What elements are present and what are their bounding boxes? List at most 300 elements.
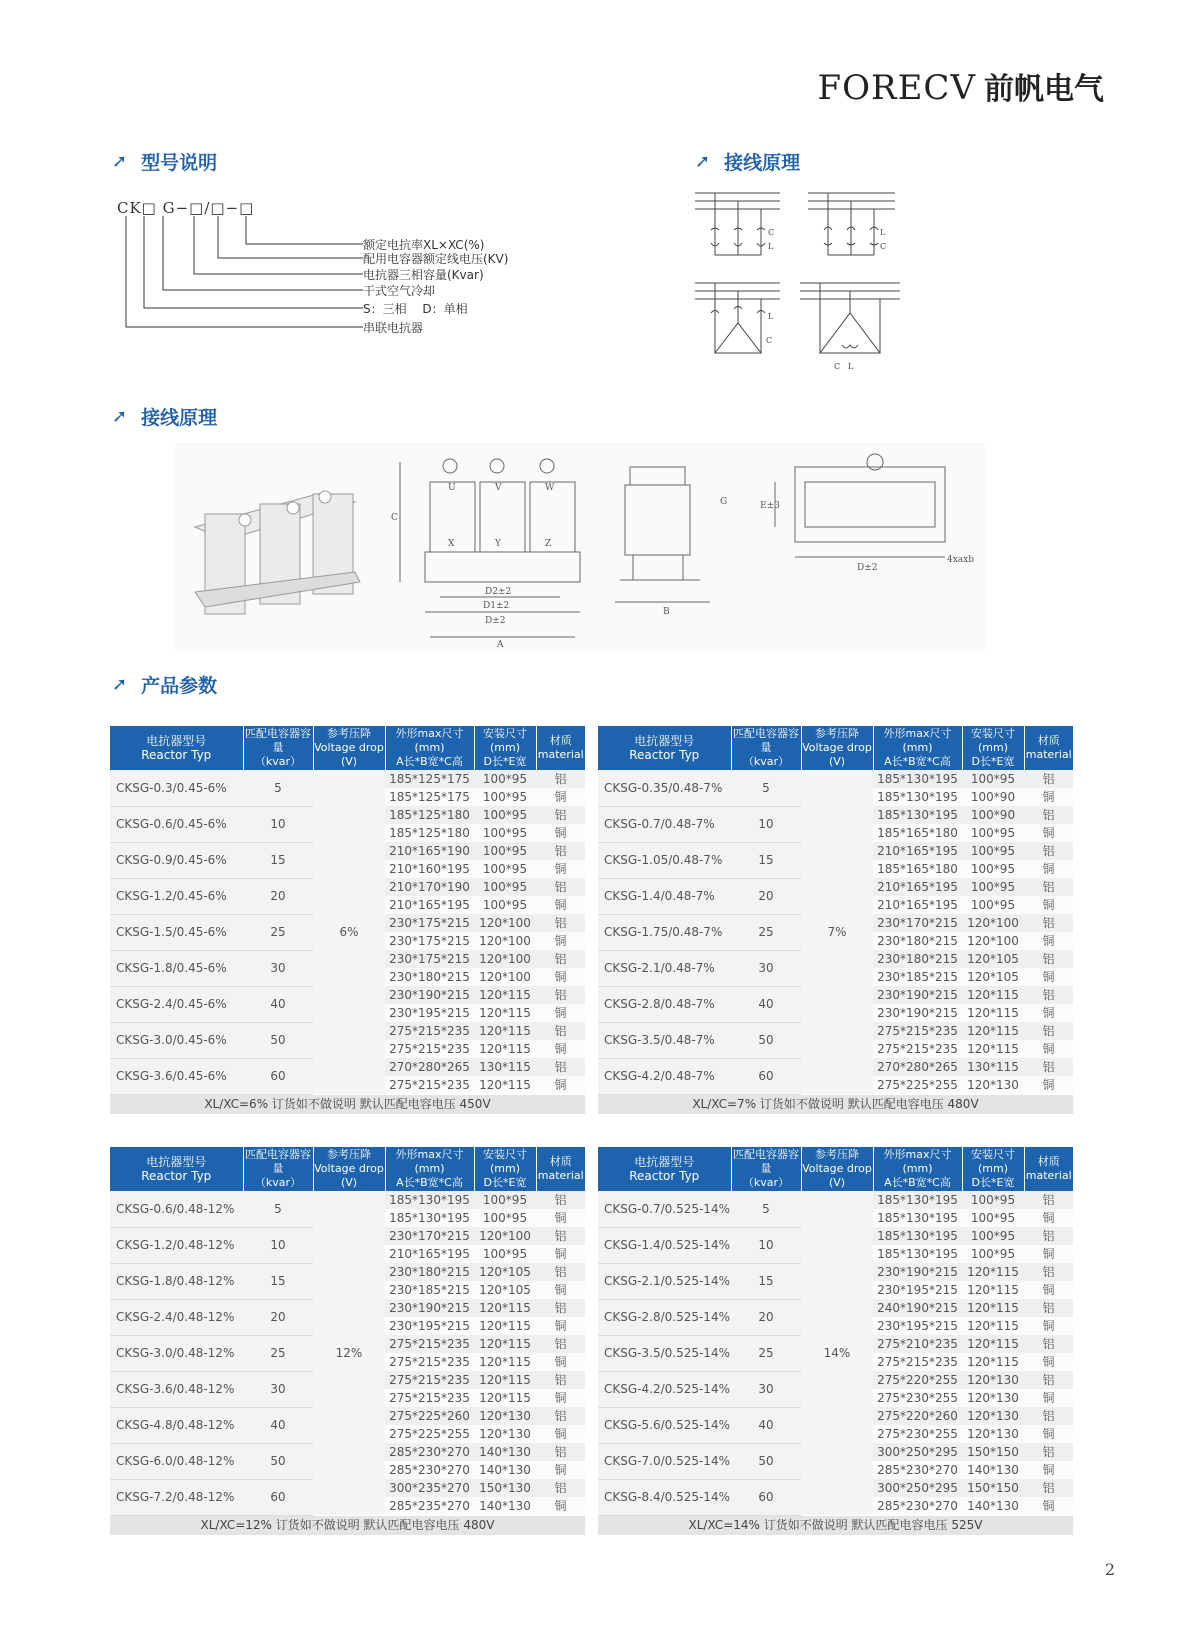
cell-dimensions: 275*225*255 bbox=[873, 1076, 962, 1094]
cell-mounting: 100*95 bbox=[474, 878, 536, 896]
spec-table bbox=[110, 1147, 585, 1516]
spec-table bbox=[598, 726, 1073, 1095]
cell-model: CKSG-7.2/0.48-12% bbox=[110, 1479, 243, 1515]
arrow-icon: ➚ bbox=[112, 406, 128, 427]
diag-label-l: L bbox=[880, 228, 886, 237]
cell-model: CKSG-2.4/0.45-6% bbox=[110, 986, 243, 1022]
cell-model: CKSG-4.8/0.48-12% bbox=[110, 1407, 243, 1443]
header-material bbox=[536, 1147, 585, 1191]
cell-capacity: 15 bbox=[731, 842, 801, 878]
cell-mounting: 100*95 bbox=[962, 770, 1024, 788]
cell-dimensions: 230*190*215 bbox=[873, 1263, 962, 1281]
cell-material: 铝 bbox=[536, 1058, 585, 1076]
cell-dimensions: 230*170*215 bbox=[873, 914, 962, 932]
cell-capacity: 60 bbox=[731, 1479, 801, 1515]
cell-dimensions: 230*180*215 bbox=[873, 950, 962, 968]
cell-model: CKSG-3.6/0.48-12% bbox=[110, 1371, 243, 1407]
cell-dimensions: 230*180*215 bbox=[873, 932, 962, 950]
cell-model: CKSG-0.6/0.45-6% bbox=[110, 806, 243, 842]
cell-model: CKSG-3.5/0.525-14% bbox=[598, 1335, 731, 1371]
cell-material: 铝 bbox=[536, 986, 585, 1004]
cell-material: 铜 bbox=[1024, 1389, 1073, 1407]
table-note: XL/XC=6% 订货如不做说明 默认匹配电容电压 450V bbox=[110, 1095, 585, 1114]
diag-label-c: C bbox=[766, 336, 773, 345]
cell-material: 铜 bbox=[1024, 1281, 1073, 1299]
header-reactor-type bbox=[598, 726, 731, 770]
cell-material: 铝 bbox=[1024, 770, 1073, 788]
cell-mounting: 140*130 bbox=[474, 1461, 536, 1479]
cell-mounting: 100*95 bbox=[962, 1227, 1024, 1245]
cell-dimensions: 210*170*190 bbox=[385, 878, 474, 896]
header-reactor-type-en: Reactor Typ bbox=[141, 1169, 212, 1183]
header-capacity bbox=[731, 726, 801, 770]
cell-mounting: 140*130 bbox=[962, 1497, 1024, 1515]
diag-label-c: C bbox=[834, 362, 841, 371]
cell-model: CKSG-1.8/0.45-6% bbox=[110, 950, 243, 986]
cell-mounting: 150*130 bbox=[474, 1479, 536, 1497]
cell-model: CKSG-0.9/0.45-6% bbox=[110, 842, 243, 878]
spec-table bbox=[110, 726, 585, 1095]
cell-material: 铜 bbox=[1024, 1040, 1073, 1058]
cell-capacity: 20 bbox=[243, 878, 313, 914]
cell-mounting: 120*115 bbox=[474, 1022, 536, 1040]
cell-dimensions: 185*130*195 bbox=[873, 1209, 962, 1227]
header-mounting-en: D长*E宽 bbox=[483, 1176, 527, 1189]
header-mounting-cn: 安装尺寸(mm) bbox=[971, 727, 1015, 754]
cell-dimensions: 185*130*195 bbox=[873, 1227, 962, 1245]
cell-mounting: 100*95 bbox=[962, 860, 1024, 878]
cell-material: 铝 bbox=[536, 1371, 585, 1389]
header-voltage-drop bbox=[801, 1147, 873, 1191]
diag-label-l: L bbox=[768, 242, 774, 251]
cell-capacity: 50 bbox=[731, 1022, 801, 1058]
dim-label-d1: D1±2 bbox=[483, 601, 510, 611]
cell-model: CKSG-1.2/0.48-12% bbox=[110, 1227, 243, 1263]
cell-mounting: 120*100 bbox=[474, 950, 536, 968]
table-row bbox=[598, 770, 1073, 788]
cell-material: 铜 bbox=[536, 788, 585, 806]
cell-material: 铝 bbox=[1024, 1022, 1073, 1040]
cell-mounting: 100*95 bbox=[962, 1191, 1024, 1209]
cell-dimensions: 230*175*215 bbox=[385, 932, 474, 950]
cell-model: CKSG-0.3/0.45-6% bbox=[110, 770, 243, 806]
cell-mounting: 120*100 bbox=[962, 932, 1024, 950]
header-dimensions-cn: 外形max尺寸(mm) bbox=[395, 727, 464, 754]
cell-material: 铜 bbox=[536, 896, 585, 914]
cell-dimensions: 230*170*215 bbox=[385, 1227, 474, 1245]
header-material bbox=[1024, 1147, 1073, 1191]
cell-mounting: 100*95 bbox=[474, 896, 536, 914]
header-mounting-cn: 安装尺寸(mm) bbox=[483, 1148, 527, 1175]
header-mounting bbox=[962, 726, 1024, 770]
cell-dimensions: 285*230*270 bbox=[385, 1461, 474, 1479]
cell-material: 铜 bbox=[536, 1004, 585, 1022]
cell-model: CKSG-6.0/0.48-12% bbox=[110, 1443, 243, 1479]
cell-material: 铝 bbox=[536, 842, 585, 860]
cell-material: 铝 bbox=[536, 1299, 585, 1317]
header-capacity-en: （kvar） bbox=[742, 755, 790, 768]
table-row bbox=[598, 1191, 1073, 1209]
cell-mounting: 100*95 bbox=[474, 1209, 536, 1227]
table-note: XL/XC=7% 订货如不做说明 默认匹配电容电压 480V bbox=[598, 1095, 1073, 1114]
terminal-label-z: Z bbox=[545, 539, 552, 549]
cell-dimensions: 230*180*215 bbox=[385, 1263, 474, 1281]
cell-material: 铝 bbox=[1024, 1479, 1073, 1497]
cell-dimensions: 275*215*235 bbox=[873, 1353, 962, 1371]
cell-dimensions: 300*250*295 bbox=[873, 1443, 962, 1461]
cell-dimensions: 275*225*260 bbox=[385, 1407, 474, 1425]
legend-capacity: 电抗器三相容量(Kvar) bbox=[363, 268, 484, 282]
header-capacity-en: （kvar） bbox=[254, 1176, 302, 1189]
cell-mounting: 120*115 bbox=[962, 1004, 1024, 1022]
arrow-icon: ➚ bbox=[112, 151, 128, 172]
diag-label-l: L bbox=[848, 362, 854, 371]
cell-dimensions: 275*220*255 bbox=[873, 1371, 962, 1389]
section-wiring bbox=[695, 148, 800, 175]
section-title: 接线原理 bbox=[724, 152, 801, 174]
cell-material: 铜 bbox=[536, 1209, 585, 1227]
cell-material: 铜 bbox=[536, 1317, 585, 1335]
cell-dimensions: 275*225*255 bbox=[385, 1425, 474, 1443]
header-capacity-cn: 匹配电容器容量 bbox=[733, 727, 799, 754]
cell-material: 铜 bbox=[1024, 1076, 1073, 1094]
cell-mounting: 120*115 bbox=[474, 1076, 536, 1094]
cell-mounting: 120*115 bbox=[962, 1263, 1024, 1281]
cell-material: 铝 bbox=[1024, 1299, 1073, 1317]
header-capacity-cn: 匹配电容器容量 bbox=[245, 727, 311, 754]
header-dimensions bbox=[385, 726, 474, 770]
cell-dimensions: 230*190*215 bbox=[385, 986, 474, 1004]
header-dimensions bbox=[873, 726, 962, 770]
cell-mounting: 120*100 bbox=[962, 914, 1024, 932]
header-material-en: material bbox=[1025, 748, 1072, 761]
cell-capacity: 40 bbox=[243, 986, 313, 1022]
cell-material: 铜 bbox=[1024, 824, 1073, 842]
brand-logo bbox=[818, 64, 1104, 108]
cell-material: 铜 bbox=[536, 1461, 585, 1479]
cell-dimensions: 230*175*215 bbox=[385, 914, 474, 932]
header-capacity bbox=[243, 1147, 313, 1191]
cell-material: 铜 bbox=[536, 968, 585, 986]
header-material-cn: 材质 bbox=[549, 734, 572, 747]
cell-mounting: 120*115 bbox=[474, 986, 536, 1004]
header-reactor-type bbox=[110, 726, 243, 770]
header-dimensions-en: A长*B宽*C高 bbox=[396, 1176, 463, 1189]
cell-dimensions: 210*165*195 bbox=[873, 878, 962, 896]
cell-material: 铝 bbox=[536, 950, 585, 968]
header-mounting-en: D长*E宽 bbox=[971, 755, 1015, 768]
header-dimensions bbox=[385, 1147, 474, 1191]
header-reactor-type-en: Reactor Typ bbox=[629, 748, 700, 762]
cell-mounting: 140*130 bbox=[474, 1497, 536, 1515]
cell-material: 铝 bbox=[1024, 1335, 1073, 1353]
header-reactor-type-cn: 电抗器型号 bbox=[634, 1155, 695, 1169]
cell-model: CKSG-4.2/0.48-7% bbox=[598, 1058, 731, 1094]
cell-dimensions: 210*160*195 bbox=[385, 860, 474, 878]
header-dimensions-cn: 外形max尺寸(mm) bbox=[883, 727, 952, 754]
dim-label-b: B bbox=[663, 607, 670, 617]
dim-label-a: A bbox=[497, 640, 504, 650]
cell-model: CKSG-1.4/0.525-14% bbox=[598, 1227, 731, 1263]
cell-material: 铝 bbox=[536, 770, 585, 788]
cell-model: CKSG-8.4/0.525-14% bbox=[598, 1479, 731, 1515]
cell-material: 铜 bbox=[1024, 1209, 1073, 1227]
section-wiring-2 bbox=[112, 403, 217, 430]
section-title: 型号说明 bbox=[141, 152, 218, 174]
cell-material: 铝 bbox=[1024, 1371, 1073, 1389]
cell-mounting: 130*115 bbox=[474, 1058, 536, 1076]
cell-dimensions: 240*190*215 bbox=[873, 1299, 962, 1317]
cell-capacity: 25 bbox=[731, 914, 801, 950]
cell-voltage-drop: 12% bbox=[313, 1191, 385, 1515]
header-material-en: material bbox=[537, 748, 584, 761]
header-dimensions bbox=[873, 1147, 962, 1191]
cell-mounting: 100*95 bbox=[474, 806, 536, 824]
cell-model: CKSG-3.6/0.45-6% bbox=[110, 1058, 243, 1094]
cell-material: 铝 bbox=[536, 1407, 585, 1425]
cell-material: 铜 bbox=[536, 1389, 585, 1407]
cell-mounting: 120*105 bbox=[474, 1281, 536, 1299]
cell-mounting: 120*115 bbox=[474, 1389, 536, 1407]
section-model-desc bbox=[112, 148, 217, 175]
cell-material: 铜 bbox=[536, 1245, 585, 1263]
cell-dimensions: 275*215*235 bbox=[385, 1371, 474, 1389]
cell-mounting: 100*95 bbox=[474, 1245, 536, 1263]
header-dimensions-en: A长*B宽*C高 bbox=[396, 755, 463, 768]
cell-capacity: 10 bbox=[731, 806, 801, 842]
cell-material: 铝 bbox=[1024, 1227, 1073, 1245]
cell-mounting: 120*130 bbox=[962, 1076, 1024, 1094]
terminal-label-w: W bbox=[545, 483, 555, 493]
header-voltage-drop-cn: 参考压降 bbox=[815, 1148, 859, 1161]
cell-capacity: 15 bbox=[731, 1263, 801, 1299]
arrow-icon: ➚ bbox=[695, 151, 711, 172]
cell-material: 铜 bbox=[536, 1425, 585, 1443]
cell-dimensions: 275*215*235 bbox=[873, 1022, 962, 1040]
dim-label-g: G bbox=[720, 497, 728, 507]
cell-material: 铜 bbox=[536, 1076, 585, 1094]
cell-capacity: 15 bbox=[243, 842, 313, 878]
cell-dimensions: 210*165*195 bbox=[385, 1245, 474, 1263]
cell-dimensions: 185*130*195 bbox=[873, 806, 962, 824]
cell-mounting: 120*100 bbox=[474, 968, 536, 986]
cell-dimensions: 230*195*215 bbox=[873, 1317, 962, 1335]
cell-dimensions: 275*215*235 bbox=[385, 1389, 474, 1407]
cell-mounting: 120*115 bbox=[474, 1004, 536, 1022]
header-voltage-drop-cn: 参考压降 bbox=[815, 727, 859, 740]
cell-material: 铝 bbox=[536, 1263, 585, 1281]
header-voltage-drop-cn: 参考压降 bbox=[327, 727, 371, 740]
cell-material: 铜 bbox=[536, 1497, 585, 1515]
cell-dimensions: 185*130*195 bbox=[873, 770, 962, 788]
cell-capacity: 40 bbox=[731, 986, 801, 1022]
cell-material: 铝 bbox=[1024, 842, 1073, 860]
cell-material: 铜 bbox=[1024, 788, 1073, 806]
cell-dimensions: 270*280*265 bbox=[385, 1058, 474, 1076]
cell-material: 铝 bbox=[536, 1022, 585, 1040]
cell-model: CKSG-2.1/0.525-14% bbox=[598, 1263, 731, 1299]
header-mounting-en: D长*E宽 bbox=[971, 1176, 1015, 1189]
cell-mounting: 120*115 bbox=[474, 1040, 536, 1058]
cell-material: 铝 bbox=[1024, 806, 1073, 824]
cell-model: CKSG-1.5/0.45-6% bbox=[110, 914, 243, 950]
cell-dimensions: 275*230*255 bbox=[873, 1425, 962, 1443]
cell-material: 铝 bbox=[1024, 1263, 1073, 1281]
cell-dimensions: 285*230*270 bbox=[385, 1443, 474, 1461]
header-reactor-type-en: Reactor Typ bbox=[629, 1169, 700, 1183]
cell-mounting: 100*95 bbox=[962, 896, 1024, 914]
spec-table-7pct bbox=[598, 726, 1073, 1114]
cell-model: CKSG-1.2/0.45-6% bbox=[110, 878, 243, 914]
cell-mounting: 120*105 bbox=[962, 968, 1024, 986]
cell-mounting: 100*90 bbox=[962, 806, 1024, 824]
cell-dimensions: 275*215*235 bbox=[385, 1353, 474, 1371]
header-reactor-type bbox=[110, 1147, 243, 1191]
cell-model: CKSG-2.8/0.48-7% bbox=[598, 986, 731, 1022]
spec-table bbox=[598, 1147, 1073, 1516]
cell-dimensions: 185*130*195 bbox=[385, 1191, 474, 1209]
cell-dimensions: 185*130*195 bbox=[873, 1245, 962, 1263]
cell-model: CKSG-5.6/0.525-14% bbox=[598, 1407, 731, 1443]
legend-cooling: 干式空气冷却 bbox=[363, 284, 436, 298]
dim-label-d: D±2 bbox=[485, 616, 506, 626]
header-material bbox=[536, 726, 585, 770]
header-material bbox=[1024, 726, 1073, 770]
cell-model: CKSG-4.2/0.525-14% bbox=[598, 1371, 731, 1407]
cell-material: 铜 bbox=[1024, 1317, 1073, 1335]
section-params bbox=[112, 671, 217, 698]
cell-capacity: 5 bbox=[731, 770, 801, 806]
cell-capacity: 25 bbox=[731, 1335, 801, 1371]
cell-dimensions: 185*125*180 bbox=[385, 824, 474, 842]
header-voltage-drop bbox=[313, 1147, 385, 1191]
cell-mounting: 120*115 bbox=[962, 1317, 1024, 1335]
cell-material: 铜 bbox=[536, 824, 585, 842]
header-material-cn: 材质 bbox=[1037, 734, 1060, 747]
cell-capacity: 40 bbox=[243, 1407, 313, 1443]
product-dimension-drawings bbox=[175, 442, 985, 652]
cell-mounting: 120*130 bbox=[962, 1389, 1024, 1407]
cell-material: 铜 bbox=[1024, 1461, 1073, 1479]
cell-mounting: 120*115 bbox=[474, 1335, 536, 1353]
cell-material: 铝 bbox=[536, 914, 585, 932]
cell-material: 铝 bbox=[536, 1335, 585, 1353]
cell-model: CKSG-3.5/0.48-7% bbox=[598, 1022, 731, 1058]
cell-dimensions: 275*215*235 bbox=[385, 1040, 474, 1058]
cell-capacity: 5 bbox=[731, 1191, 801, 1227]
cell-model: CKSG-3.0/0.45-6% bbox=[110, 1022, 243, 1058]
diag-label-l: L bbox=[768, 312, 774, 321]
cell-dimensions: 230*195*215 bbox=[385, 1317, 474, 1335]
dim-label-hole: 4xaxb bbox=[947, 555, 975, 565]
cell-voltage-drop: 7% bbox=[801, 770, 873, 1094]
cell-dimensions: 285*230*270 bbox=[873, 1497, 962, 1515]
cell-dimensions: 210*165*195 bbox=[873, 896, 962, 914]
cell-dimensions: 275*215*235 bbox=[873, 1040, 962, 1058]
terminal-label-u: U bbox=[448, 483, 456, 493]
cell-model: CKSG-2.1/0.48-7% bbox=[598, 950, 731, 986]
dim-label-d: D±2 bbox=[857, 563, 878, 573]
cell-material: 铝 bbox=[536, 1227, 585, 1245]
cell-dimensions: 230*190*215 bbox=[873, 986, 962, 1004]
legend-reactance-rate: 额定电抗率XL×XC(%) bbox=[363, 238, 485, 252]
cell-mounting: 100*95 bbox=[962, 842, 1024, 860]
cell-material: 铝 bbox=[1024, 878, 1073, 896]
terminal-label-x: X bbox=[448, 539, 455, 549]
legend-capacitor-voltage: 配用电容器额定线电压(KV) bbox=[363, 252, 509, 266]
header-voltage-drop-en: Voltage drop (V) bbox=[802, 1162, 872, 1189]
header-capacity bbox=[731, 1147, 801, 1191]
cell-model: CKSG-2.4/0.48-12% bbox=[110, 1299, 243, 1335]
header-mounting bbox=[962, 1147, 1024, 1191]
cell-material: 铝 bbox=[1024, 914, 1073, 932]
header-mounting-en: D长*E宽 bbox=[483, 755, 527, 768]
cell-mounting: 120*115 bbox=[962, 1299, 1024, 1317]
cell-mounting: 140*130 bbox=[962, 1461, 1024, 1479]
cell-mounting: 120*115 bbox=[962, 986, 1024, 1004]
cell-mounting: 120*130 bbox=[962, 1425, 1024, 1443]
spec-table-14pct bbox=[598, 1147, 1073, 1535]
dim-label-d2: D2±2 bbox=[485, 587, 512, 597]
cell-model: CKSG-0.6/0.48-12% bbox=[110, 1191, 243, 1227]
header-capacity-en: （kvar） bbox=[254, 755, 302, 768]
cell-dimensions: 230*190*215 bbox=[385, 1299, 474, 1317]
cell-capacity: 30 bbox=[731, 950, 801, 986]
cell-mounting: 120*115 bbox=[474, 1371, 536, 1389]
cell-dimensions: 185*130*195 bbox=[385, 1209, 474, 1227]
brand-chinese: 前帆电气 bbox=[984, 72, 1104, 107]
cell-capacity: 10 bbox=[243, 806, 313, 842]
cell-material: 铝 bbox=[536, 1191, 585, 1209]
cell-mounting: 100*95 bbox=[474, 788, 536, 806]
cell-model: CKSG-3.0/0.48-12% bbox=[110, 1335, 243, 1371]
dim-label-c: C bbox=[391, 513, 398, 523]
cell-mounting: 100*95 bbox=[474, 860, 536, 878]
cell-dimensions: 230*175*215 bbox=[385, 950, 474, 968]
cell-capacity: 30 bbox=[243, 1371, 313, 1407]
cell-dimensions: 210*165*195 bbox=[385, 896, 474, 914]
cell-dimensions: 230*180*215 bbox=[385, 968, 474, 986]
cell-mounting: 120*115 bbox=[962, 1022, 1024, 1040]
cell-capacity: 60 bbox=[243, 1058, 313, 1094]
cell-dimensions: 300*250*295 bbox=[873, 1479, 962, 1497]
header-dimensions-cn: 外形max尺寸(mm) bbox=[883, 1148, 952, 1175]
cell-material: 铝 bbox=[1024, 986, 1073, 1004]
cell-dimensions: 230*195*215 bbox=[385, 1004, 474, 1022]
spec-table-12pct bbox=[110, 1147, 585, 1535]
header-reactor-type-en: Reactor Typ bbox=[141, 748, 212, 762]
cell-material: 铜 bbox=[1024, 1497, 1073, 1515]
cell-material: 铝 bbox=[536, 806, 585, 824]
cell-dimensions: 230*185*215 bbox=[385, 1281, 474, 1299]
header-capacity-cn: 匹配电容器容量 bbox=[245, 1148, 311, 1175]
cell-material: 铝 bbox=[1024, 1407, 1073, 1425]
cell-material: 铜 bbox=[1024, 1004, 1073, 1022]
cell-capacity: 20 bbox=[731, 878, 801, 914]
table-row bbox=[110, 770, 585, 788]
diag-label-c: C bbox=[880, 242, 887, 251]
cell-material: 铝 bbox=[536, 878, 585, 896]
cell-material: 铜 bbox=[1024, 932, 1073, 950]
cell-material: 铝 bbox=[1024, 1443, 1073, 1461]
wiring-schematic bbox=[690, 185, 920, 375]
cell-model: CKSG-1.8/0.48-12% bbox=[110, 1263, 243, 1299]
cell-capacity: 30 bbox=[243, 950, 313, 986]
header-dimensions-en: A长*B宽*C高 bbox=[884, 755, 951, 768]
header-voltage-drop-cn: 参考压降 bbox=[327, 1148, 371, 1161]
cell-capacity: 20 bbox=[243, 1299, 313, 1335]
cell-mounting: 120*100 bbox=[474, 914, 536, 932]
